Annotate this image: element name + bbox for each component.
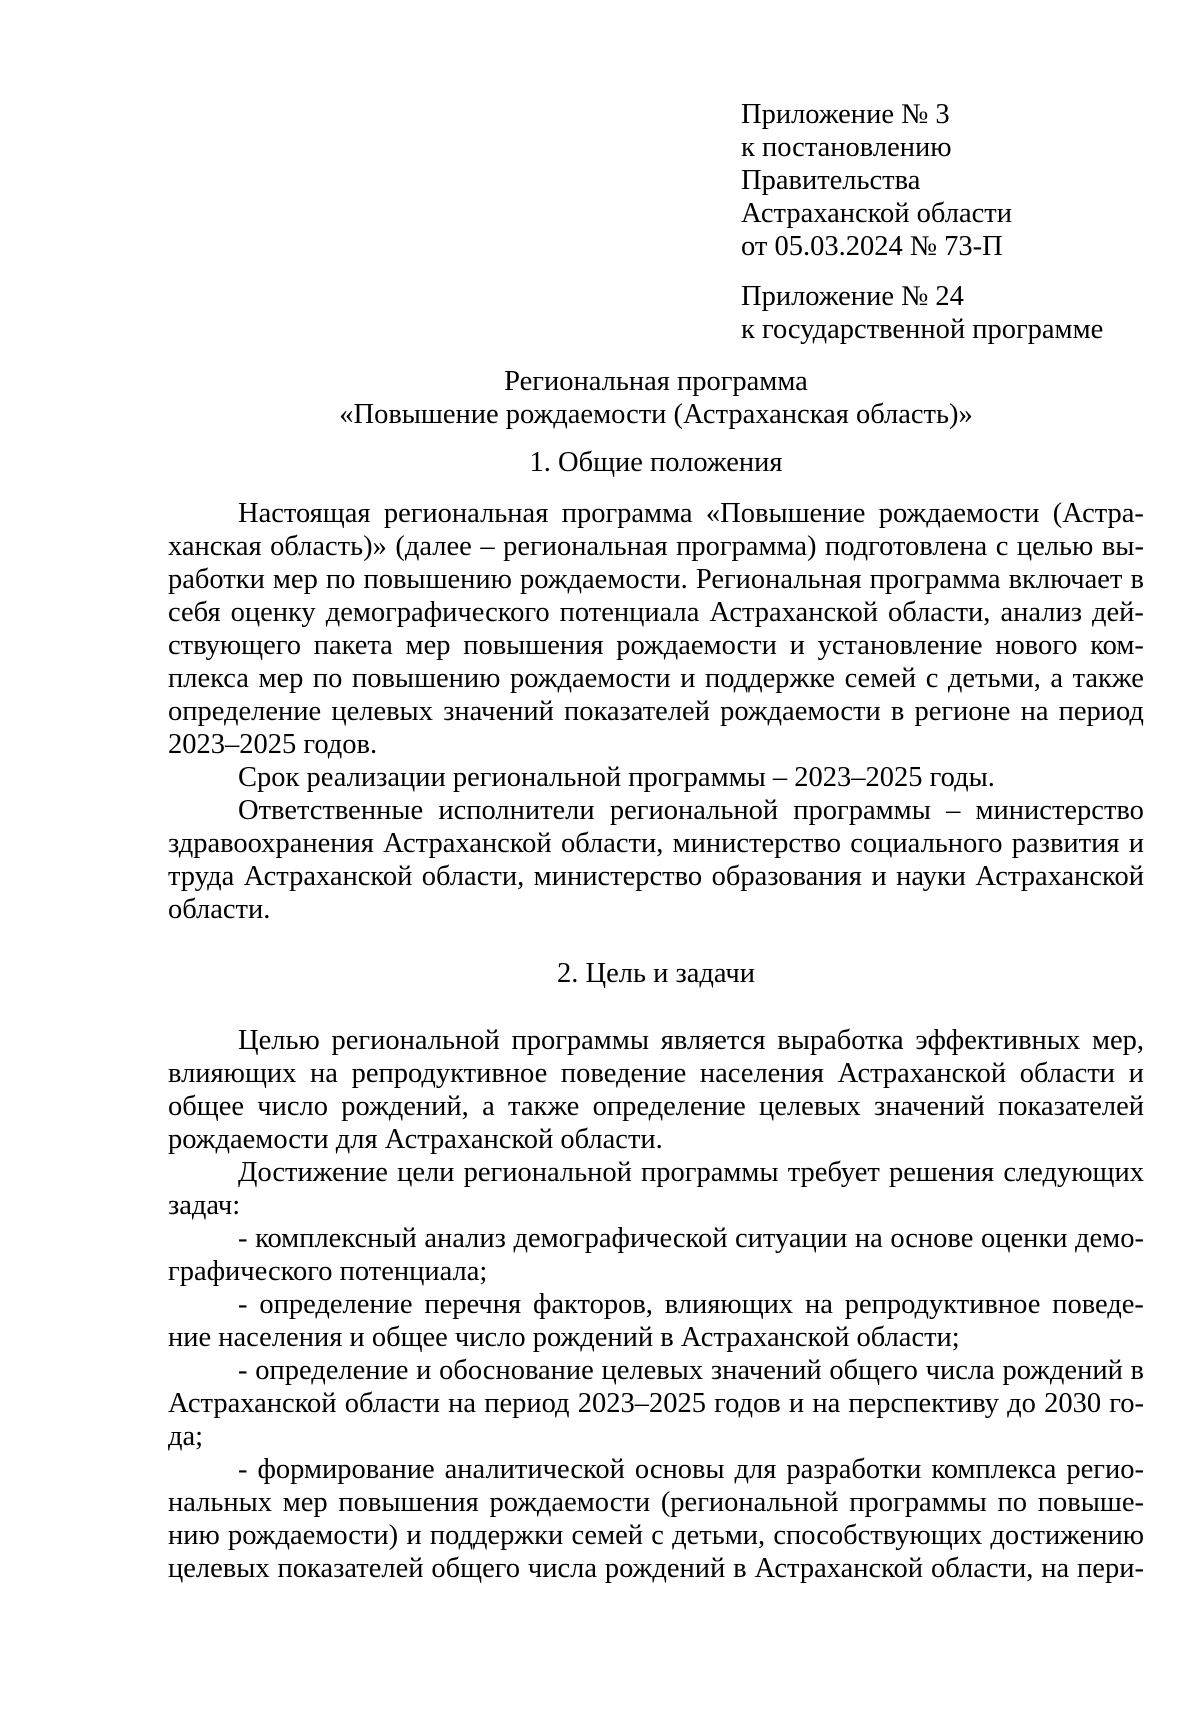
word: мер: [405, 630, 451, 661]
word: Астраханской: [709, 597, 879, 628]
word: дей-: [1092, 597, 1144, 628]
word: числа: [527, 1553, 597, 1584]
word: является: [660, 1025, 766, 1056]
word: целевых: [331, 696, 433, 727]
word: (Астра-: [1052, 498, 1144, 529]
section1-p1-line: [168, 596, 1144, 629]
word: 2030: [1044, 1388, 1102, 1419]
word: рождений,: [341, 1091, 469, 1122]
word: и: [406, 1520, 422, 1551]
word: годов: [714, 1388, 781, 1419]
section2-p2-line: задач:: [168, 1190, 241, 1221]
word: –: [480, 531, 495, 562]
word: период: [1058, 696, 1144, 727]
word: разработки: [786, 1454, 922, 1485]
word: демо-: [1075, 1223, 1144, 1254]
word: демографической: [513, 1223, 728, 1254]
word: поддержке: [704, 663, 836, 694]
word: повышению: [351, 663, 501, 694]
word: Астраханской: [383, 828, 552, 859]
word: показателей: [998, 1091, 1144, 1122]
section2-heading: 2. Цель и задачи: [557, 958, 755, 989]
word: Целью: [238, 1025, 320, 1056]
word: общего: [829, 1355, 918, 1386]
task-item-line: [168, 1552, 1144, 1585]
word: программа: [869, 564, 1001, 595]
word: также: [508, 1091, 580, 1122]
word: плекса: [168, 663, 249, 694]
word: целевых: [759, 1091, 861, 1122]
word: на: [310, 1058, 338, 1089]
word: определение: [255, 1355, 409, 1386]
word: значений: [443, 696, 554, 727]
word: себя: [168, 597, 221, 628]
word: на: [804, 1289, 833, 1320]
word: целью: [1016, 531, 1094, 562]
word: -: [238, 1454, 248, 1485]
word: региональной: [463, 1157, 632, 1188]
word: и: [680, 663, 696, 694]
appendix3-line-5: от 05.03.2024 № 73-П: [741, 231, 1003, 262]
task-item-line: [238, 1453, 1144, 1486]
word: повыше-: [1037, 1487, 1144, 1518]
word: показателей: [277, 1553, 424, 1584]
word: региональной: [331, 1025, 500, 1056]
word: поддержки: [429, 1520, 564, 1551]
section2-p1-line: [238, 1024, 1144, 1057]
section2-p2-line: [238, 1156, 1144, 1189]
word: оценки: [980, 1223, 1068, 1254]
word: рождаемости.: [520, 564, 688, 595]
task-item-line: [238, 1288, 1144, 1321]
word: подготовлена: [824, 531, 988, 562]
appendix24-line-2: к государственной программе: [741, 314, 1104, 345]
program-title-line-2: «Повышение рождаемости (Астраханская область)»: [339, 399, 973, 430]
word: региональной: [609, 795, 779, 826]
word: комплекса: [931, 1454, 1057, 1485]
section2-p1-line: рождаемости для Астраханской области.: [168, 1124, 663, 1155]
word: включает: [1008, 564, 1123, 595]
word: программа: [561, 498, 693, 529]
section1-p3-line: [168, 827, 1144, 860]
word: перспективу: [848, 1388, 1000, 1419]
word: установление: [817, 630, 983, 661]
word: выработка: [777, 1025, 904, 1056]
section1-heading: 1. Общие положения: [529, 447, 783, 478]
word: пакета: [313, 630, 393, 661]
word: нальных: [168, 1487, 273, 1518]
word: достижению: [990, 1520, 1144, 1551]
task-item-line: графического потенциала;: [168, 1256, 488, 1287]
word: «Повышение: [705, 498, 866, 529]
word: -: [238, 1289, 248, 1320]
word: до: [1007, 1388, 1036, 1419]
word: значений: [710, 1355, 822, 1386]
word: и: [1128, 828, 1144, 859]
word: Достижение: [238, 1157, 388, 1188]
word: эффективных: [915, 1025, 1081, 1056]
word: (региональной: [660, 1487, 839, 1518]
word: регио-: [1066, 1454, 1144, 1485]
word: Астраханской: [975, 861, 1144, 892]
word: ствующего: [168, 630, 301, 661]
word: Ответственные: [238, 795, 424, 826]
program-title-line-1: Региональная программа: [504, 366, 808, 397]
task-item-line: [168, 1486, 1144, 1519]
word: формирование: [257, 1454, 435, 1485]
word: повышению: [363, 564, 512, 595]
word: детьми,: [672, 1520, 766, 1551]
word: Астраханской: [754, 1553, 924, 1584]
section1-p1-line: [168, 530, 1144, 563]
word: ком-: [1090, 630, 1144, 661]
word: определение: [592, 1091, 746, 1122]
word: оценку: [230, 597, 316, 628]
word: период: [484, 1388, 570, 1419]
word: мер: [258, 663, 304, 694]
word: нового: [995, 630, 1078, 661]
word: число: [257, 1091, 328, 1122]
word: а: [482, 1091, 495, 1122]
word: министерство: [672, 828, 842, 859]
appendix3-line-1: Приложение № 3: [741, 99, 950, 130]
word: определение: [259, 1289, 413, 1320]
word: и: [871, 861, 887, 892]
word: поведение: [560, 1058, 687, 1089]
word: региональная: [503, 531, 668, 562]
word: репродуктивное: [844, 1289, 1041, 1320]
word: числа: [925, 1355, 995, 1386]
word: повышения: [463, 630, 604, 661]
word: и: [1128, 1058, 1144, 1089]
word: способствующих: [773, 1520, 983, 1551]
word: целевых: [601, 1355, 704, 1386]
section1-p1-line: [168, 629, 1144, 662]
word: исполнители: [438, 795, 595, 826]
word: здравоохранения: [168, 828, 374, 859]
word: комплексный: [255, 1223, 417, 1254]
task-item-line: [238, 1354, 1144, 1387]
word: и: [789, 630, 805, 661]
word: поведе-: [1052, 1289, 1144, 1320]
word: детьми,: [947, 663, 1041, 694]
word: следующих: [1003, 1157, 1144, 1188]
word: общее: [168, 1091, 244, 1122]
word: рождаемости: [616, 630, 777, 661]
word: Астраханской: [243, 861, 413, 892]
word: на: [448, 1388, 477, 1419]
word: анализ: [1000, 597, 1082, 628]
word: рождений: [604, 1553, 726, 1584]
word: по: [312, 663, 343, 694]
word: области: [1019, 1058, 1116, 1089]
word: программы: [641, 1157, 779, 1188]
word: программы: [511, 1025, 650, 1056]
word: программы: [793, 795, 931, 826]
word: мер: [282, 1487, 328, 1518]
word: значений: [873, 1091, 985, 1122]
word: рождаемости: [510, 663, 671, 694]
word: цели: [397, 1157, 455, 1188]
word: науки: [896, 861, 966, 892]
word: на: [854, 1223, 883, 1254]
word: область)»: [270, 531, 387, 562]
word: –: [946, 795, 961, 826]
word: потенциала: [559, 597, 700, 628]
word: анализ: [424, 1223, 506, 1254]
word: аналитической: [444, 1454, 625, 1485]
word: вы-: [1101, 531, 1144, 562]
word: перечня: [424, 1289, 522, 1320]
task-item-line: ние населения и общее число рождений в Астраханской области;: [168, 1322, 960, 1353]
word: в: [890, 696, 905, 727]
word: образования: [711, 861, 862, 892]
word: для: [734, 1454, 777, 1485]
word: а: [1050, 663, 1064, 694]
word: области,: [560, 828, 664, 859]
word: нию: [168, 1520, 220, 1551]
section1-p1-line: [168, 695, 1144, 728]
word: общего: [431, 1553, 520, 1584]
word: (далее: [395, 531, 472, 562]
section2-p1-line: [168, 1090, 1144, 1123]
word: по: [997, 1487, 1028, 1518]
word: на: [1041, 1553, 1070, 1584]
section1-p2: Срок реализации региональной программы – 2023–2025 годы.: [238, 762, 995, 793]
section1-p3-line: области.: [168, 894, 271, 925]
word: Региональная: [695, 564, 862, 595]
word: Настоящая: [238, 498, 371, 529]
word: области,: [888, 597, 991, 628]
word: министерство: [533, 861, 703, 892]
word: пери-: [1077, 1553, 1144, 1584]
word: населения: [699, 1058, 824, 1089]
appendix24-line-1: Приложение № 24: [741, 281, 964, 312]
word: на: [812, 1388, 841, 1419]
word: семей: [844, 663, 917, 694]
section2-p1-line: [168, 1057, 1144, 1090]
word: в: [1130, 1355, 1144, 1386]
word: социального: [850, 828, 1003, 859]
task-item-line: [238, 1222, 1144, 1255]
word: в: [733, 1553, 747, 1584]
word: демографического: [325, 597, 550, 628]
word: семей: [571, 1520, 644, 1551]
section1-p3-line: [168, 860, 1144, 893]
word: -: [238, 1355, 248, 1386]
word: мер: [272, 564, 318, 595]
word: обоснование: [439, 1355, 594, 1386]
word: региональная: [383, 498, 549, 529]
word: рождений: [1002, 1355, 1123, 1386]
word: показателей: [563, 696, 710, 727]
task-item-line: да;: [168, 1421, 204, 1452]
section1-p1-line: 2023–2025 годов.: [168, 729, 378, 760]
word: с: [651, 1520, 664, 1551]
word: ситуации: [735, 1223, 848, 1254]
section1-p1-line: [168, 662, 1144, 695]
word: 2023–2025: [577, 1388, 706, 1419]
word: факторов,: [532, 1289, 653, 1320]
section1-p1-line: [238, 497, 1144, 530]
word: в: [1130, 564, 1144, 595]
word: труда: [168, 861, 235, 892]
word: влияющих: [664, 1289, 794, 1320]
word: -: [238, 1223, 248, 1254]
word: основе: [890, 1223, 974, 1254]
word: области,: [421, 861, 525, 892]
word: требует: [787, 1157, 880, 1188]
word: по: [325, 564, 356, 595]
task-item-line: [168, 1387, 1144, 1420]
word: области,: [930, 1553, 1034, 1584]
word: повышения: [338, 1487, 479, 1518]
appendix3-line-2: к постановлению: [741, 132, 952, 163]
section1-p3-line: [238, 794, 1144, 827]
word: с: [925, 663, 939, 694]
word: министерство: [975, 795, 1144, 826]
word: области: [344, 1388, 440, 1419]
word: Астраханской: [168, 1388, 337, 1419]
word: работки: [168, 564, 265, 595]
word: определение: [168, 696, 322, 727]
word: развития: [1011, 828, 1120, 859]
task-item-line: [168, 1519, 1144, 1552]
appendix3-line-3: Правительства: [741, 165, 921, 196]
word: репродуктивное: [351, 1058, 548, 1089]
word: и: [416, 1355, 432, 1386]
word: Астраханской: [837, 1058, 1007, 1089]
word: и: [788, 1388, 805, 1419]
word: программы: [849, 1487, 987, 1518]
word: ханская: [168, 531, 262, 562]
appendix3-line-4: Астраханской области: [741, 198, 1012, 229]
word: мер,: [1091, 1025, 1144, 1056]
word: рождаемости: [720, 696, 881, 727]
word: основы: [634, 1454, 725, 1485]
word: на: [1020, 696, 1049, 727]
word: с: [995, 531, 1009, 562]
section1-p1-line: [168, 563, 1144, 596]
word: целевых: [168, 1553, 270, 1584]
word: регионе: [914, 696, 1011, 727]
word: рождаемости: [489, 1487, 651, 1518]
word: го-: [1109, 1388, 1144, 1419]
word: также: [1072, 663, 1144, 694]
word: программа): [676, 531, 817, 562]
word: рождаемости): [228, 1520, 399, 1551]
word: рождаемости: [878, 498, 1040, 529]
word: влияющих: [168, 1058, 297, 1089]
word: решения: [889, 1157, 995, 1188]
